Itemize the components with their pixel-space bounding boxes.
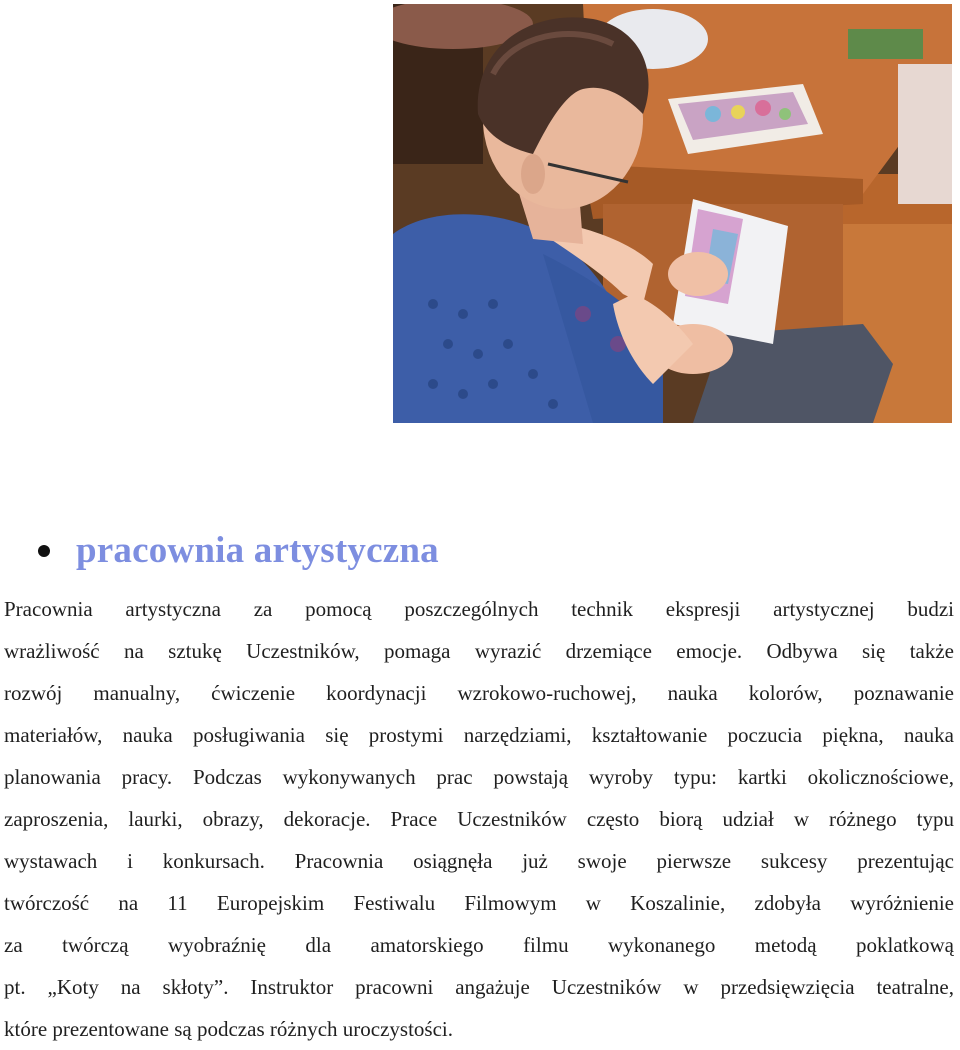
section-heading: pracownia artystyczna — [76, 529, 439, 571]
paragraph-line: wrażliwość na sztukę Uczestników, pomaga wyrazić drzemiące emocje. Odbywa się także — [4, 639, 954, 663]
paragraph-line: pt. „Koty na skłoty”. Instruktor pracowni angażuje Uczestników w przedsięwzięcia teatralne, — [4, 975, 954, 999]
activity-photo — [393, 4, 952, 423]
paragraph-line: Pracownia artystyczna za pomocą poszczególnych technik ekspresji artystycznej budzi — [4, 597, 954, 621]
paragraph-line: które prezentowane są podczas różnych uroczystości. — [4, 1017, 453, 1041]
section-heading-row — [38, 522, 439, 578]
description-paragraph — [4, 588, 954, 1050]
paragraph-line: planowania pracy. Podczas wykonywanych prac powstają wyroby typu: kartki okolicznościowe, — [4, 765, 954, 789]
bullet-icon — [38, 545, 50, 557]
paragraph-line: twórczość na 11 Europejskim Festiwalu Filmowym w Koszalinie, zdobyła wyróżnienie — [4, 891, 954, 915]
paragraph-line: za twórczą wyobraźnię dla amatorskiego filmu wykonanego metodą poklatkową — [4, 933, 954, 957]
paragraph-line: materiałów, nauka posługiwania się prostymi narzędziami, kształtowanie poczucia piękna, nauka — [4, 723, 954, 747]
paragraph-line: zaproszenia, laurki, obrazy, dekoracje. Prace Uczestników często biorą udział w różnego typu — [4, 807, 954, 831]
paragraph-line: rozwój manualny, ćwiczenie koordynacji wzrokowo-ruchowej, nauka kolorów, poznawanie — [4, 681, 954, 705]
paragraph-line: wystawach i konkursach. Pracownia osiągnęła już swoje pierwsze sukcesy prezentując — [4, 849, 954, 873]
